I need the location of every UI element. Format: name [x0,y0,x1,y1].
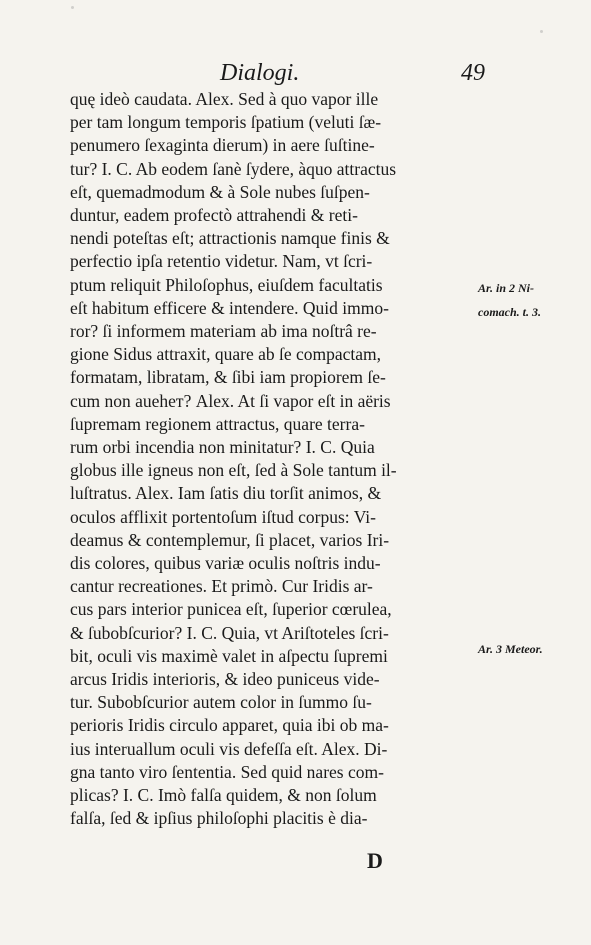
paper-speck [540,30,543,33]
text-line: cantur recreationes. Et primò. Cur Iridis ar- [70,576,373,597]
text-line: duntur, eadem profectò attrahendi & reti- [70,205,358,226]
body-text [70,88,485,831]
signature-mark: D [367,848,383,873]
text-line: eſt, quemadmodum & à Sole nubes ſuſpen- [70,181,370,202]
text-line: eſt habitum efficere & intendere. Quid immo- [70,297,389,318]
text-line: tur? I. C. Ab eodem ſanè ſydere, àquo attractus [70,158,397,179]
text-line: cus pars interior punicea eſt, ſuperior cœrulea, [70,599,392,620]
text-line: gna tanto viro ſententia. Sed quid nares com- [70,761,384,782]
text-line: luſtratus. Alex. Iam ſatis diu torſit animos, & [70,483,382,504]
text-line: falſa, ſed & ipſius philoſophi placitis è dia- [70,808,368,829]
text-line: tur. Subobſcurior autem color in ſummo ſu- [70,692,372,713]
text-line: ſupremam regionem attractus, quare terra- [70,413,365,434]
text-line: dis colores, quibus variæ oculis noſtris indu- [70,553,381,574]
text-line: & ſubobſcurior? I. C. Quia, vt Ariſtoteles ſcri- [70,622,389,643]
text-line: gione Sidus attraxit, quare ab ſe compactam, [70,344,382,365]
margin-note: Ar. 3 Meteor. [478,642,543,656]
text-line: globus ille igneus non eſt, ſed à Sole tantum il- [70,460,397,481]
paper-speck [71,6,74,9]
text-line: ror? ſi informem materiam ab ima noſtrâ re- [70,321,377,342]
text-line: ius interuallum oculi vis defeſſa eſt. Alex. Di- [70,738,388,759]
text-line: penumero ſexaginta dierum) in aere ſuſtine- [70,135,375,156]
text-line: perioris Iridis circulo apparet, quia ibi ob ma- [70,715,389,736]
text-line: ptum reliquit Philoſophus, eiuſdem facultatis [70,274,383,295]
text-line: perfectio ipſa retentio videtur. Nam, vt ſcri- [70,251,373,272]
text-line: deamus & contemplemur, ſi placet, varios Iri- [70,529,390,550]
margin-note: comach. t. 3. [478,305,541,319]
text-line: per tam longum temporis ſpatium (veluti ſæ- [70,112,382,133]
page-number: 49 [461,60,485,86]
text-line: oculos afflixit portentoſum iſtud corpus: Vi- [70,506,376,527]
text-line: plicas? I. C. Imò falſa quidem, & non ſolum [70,785,377,806]
running-title: Dialogi. [220,60,300,86]
text-line: bit, oculi vis maximè valet in aſpectu ſupremi [70,645,388,666]
page-header [70,60,490,88]
margin-note: Ar. in 2 Ni- [478,281,535,295]
text-line: cum non aueheт? Alex. At ſi vapor eſt in aëris [70,390,391,411]
text-line: rum orbi incendia non minitatur? I. C. Quia [70,437,375,458]
text-line: arcus Iridis interioris, & ideo puniceus vide- [70,669,380,690]
text-line: formatam, libratam, & ſibi iam propiorem ſe- [70,367,386,388]
text-line: nendi poteſtas eſt; attractionis namque finis & [70,228,390,249]
text-line: quę ideò caudata. Alex. Sed à quo vapor ille [70,89,379,109]
